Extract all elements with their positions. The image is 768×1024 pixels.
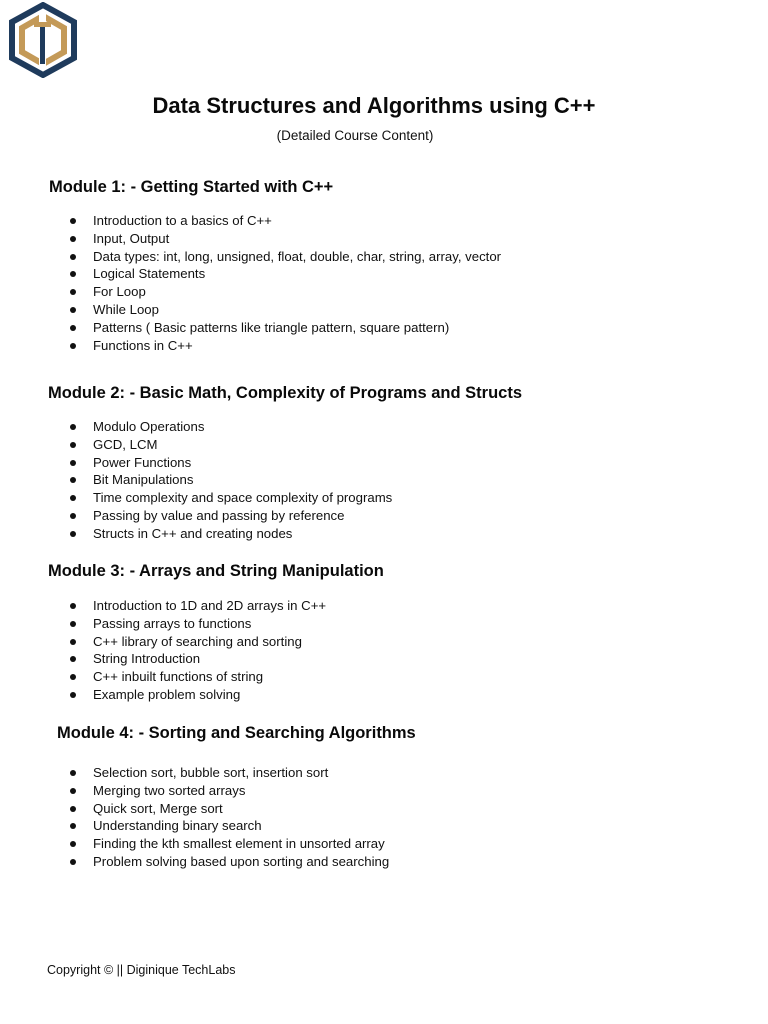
- list-item: While Loop: [64, 301, 501, 319]
- list-item: String Introduction: [64, 650, 326, 668]
- list-item: Power Functions: [64, 454, 392, 472]
- list-item: Modulo Operations: [64, 418, 392, 436]
- list-item: Problem solving based upon sorting and searching: [64, 853, 389, 871]
- list-item: Merging two sorted arrays: [64, 782, 389, 800]
- list-item: C++ library of searching and sorting: [64, 633, 326, 651]
- module-2-list: [64, 418, 392, 543]
- list-item: Bit Manipulations: [64, 471, 392, 489]
- company-logo: [8, 2, 78, 78]
- list-item: Structs in C++ and creating nodes: [64, 525, 392, 543]
- module-4-list: [64, 764, 389, 871]
- document-subtitle: (Detailed Course Content): [276, 128, 434, 143]
- list-item: Finding the kth smallest element in unsorted array: [64, 835, 389, 853]
- list-item: Logical Statements: [64, 265, 501, 283]
- list-item: Passing arrays to functions: [64, 615, 326, 633]
- module-3-list: [64, 597, 326, 704]
- module-1-title: Module 1: - Getting Started with C++: [49, 178, 334, 196]
- list-item: Introduction to a basics of C++: [64, 212, 501, 230]
- list-item: Introduction to 1D and 2D arrays in C++: [64, 597, 326, 615]
- list-item: Patterns ( Basic patterns like triangle pattern, square pattern): [64, 319, 501, 337]
- module-1-list: [64, 212, 501, 354]
- copyright-footer: Copyright © || Diginique TechLabs: [47, 963, 236, 977]
- list-item: Selection sort, bubble sort, insertion sort: [64, 764, 389, 782]
- list-item: For Loop: [64, 283, 501, 301]
- list-item: Understanding binary search: [64, 817, 389, 835]
- list-item: Functions in C++: [64, 337, 501, 355]
- hexagon-dt-logo-icon: [8, 2, 78, 78]
- list-item: GCD, LCM: [64, 436, 392, 454]
- document-title: Data Structures and Algorithms using C++: [152, 93, 596, 118]
- list-item: Example problem solving: [64, 686, 326, 704]
- list-item: Time complexity and space complexity of programs: [64, 489, 392, 507]
- module-4-title: Module 4: - Sorting and Searching Algorithms: [57, 724, 416, 742]
- module-2-title: Module 2: - Basic Math, Complexity of Programs and Structs: [48, 384, 522, 402]
- list-item: Passing by value and passing by reference: [64, 507, 392, 525]
- list-item: Quick sort, Merge sort: [64, 800, 389, 818]
- list-item: Data types: int, long, unsigned, float, double, char, string, array, vector: [64, 248, 501, 266]
- module-3-title: Module 3: - Arrays and String Manipulation: [48, 562, 384, 580]
- list-item: C++ inbuilt functions of string: [64, 668, 326, 686]
- list-item: Input, Output: [64, 230, 501, 248]
